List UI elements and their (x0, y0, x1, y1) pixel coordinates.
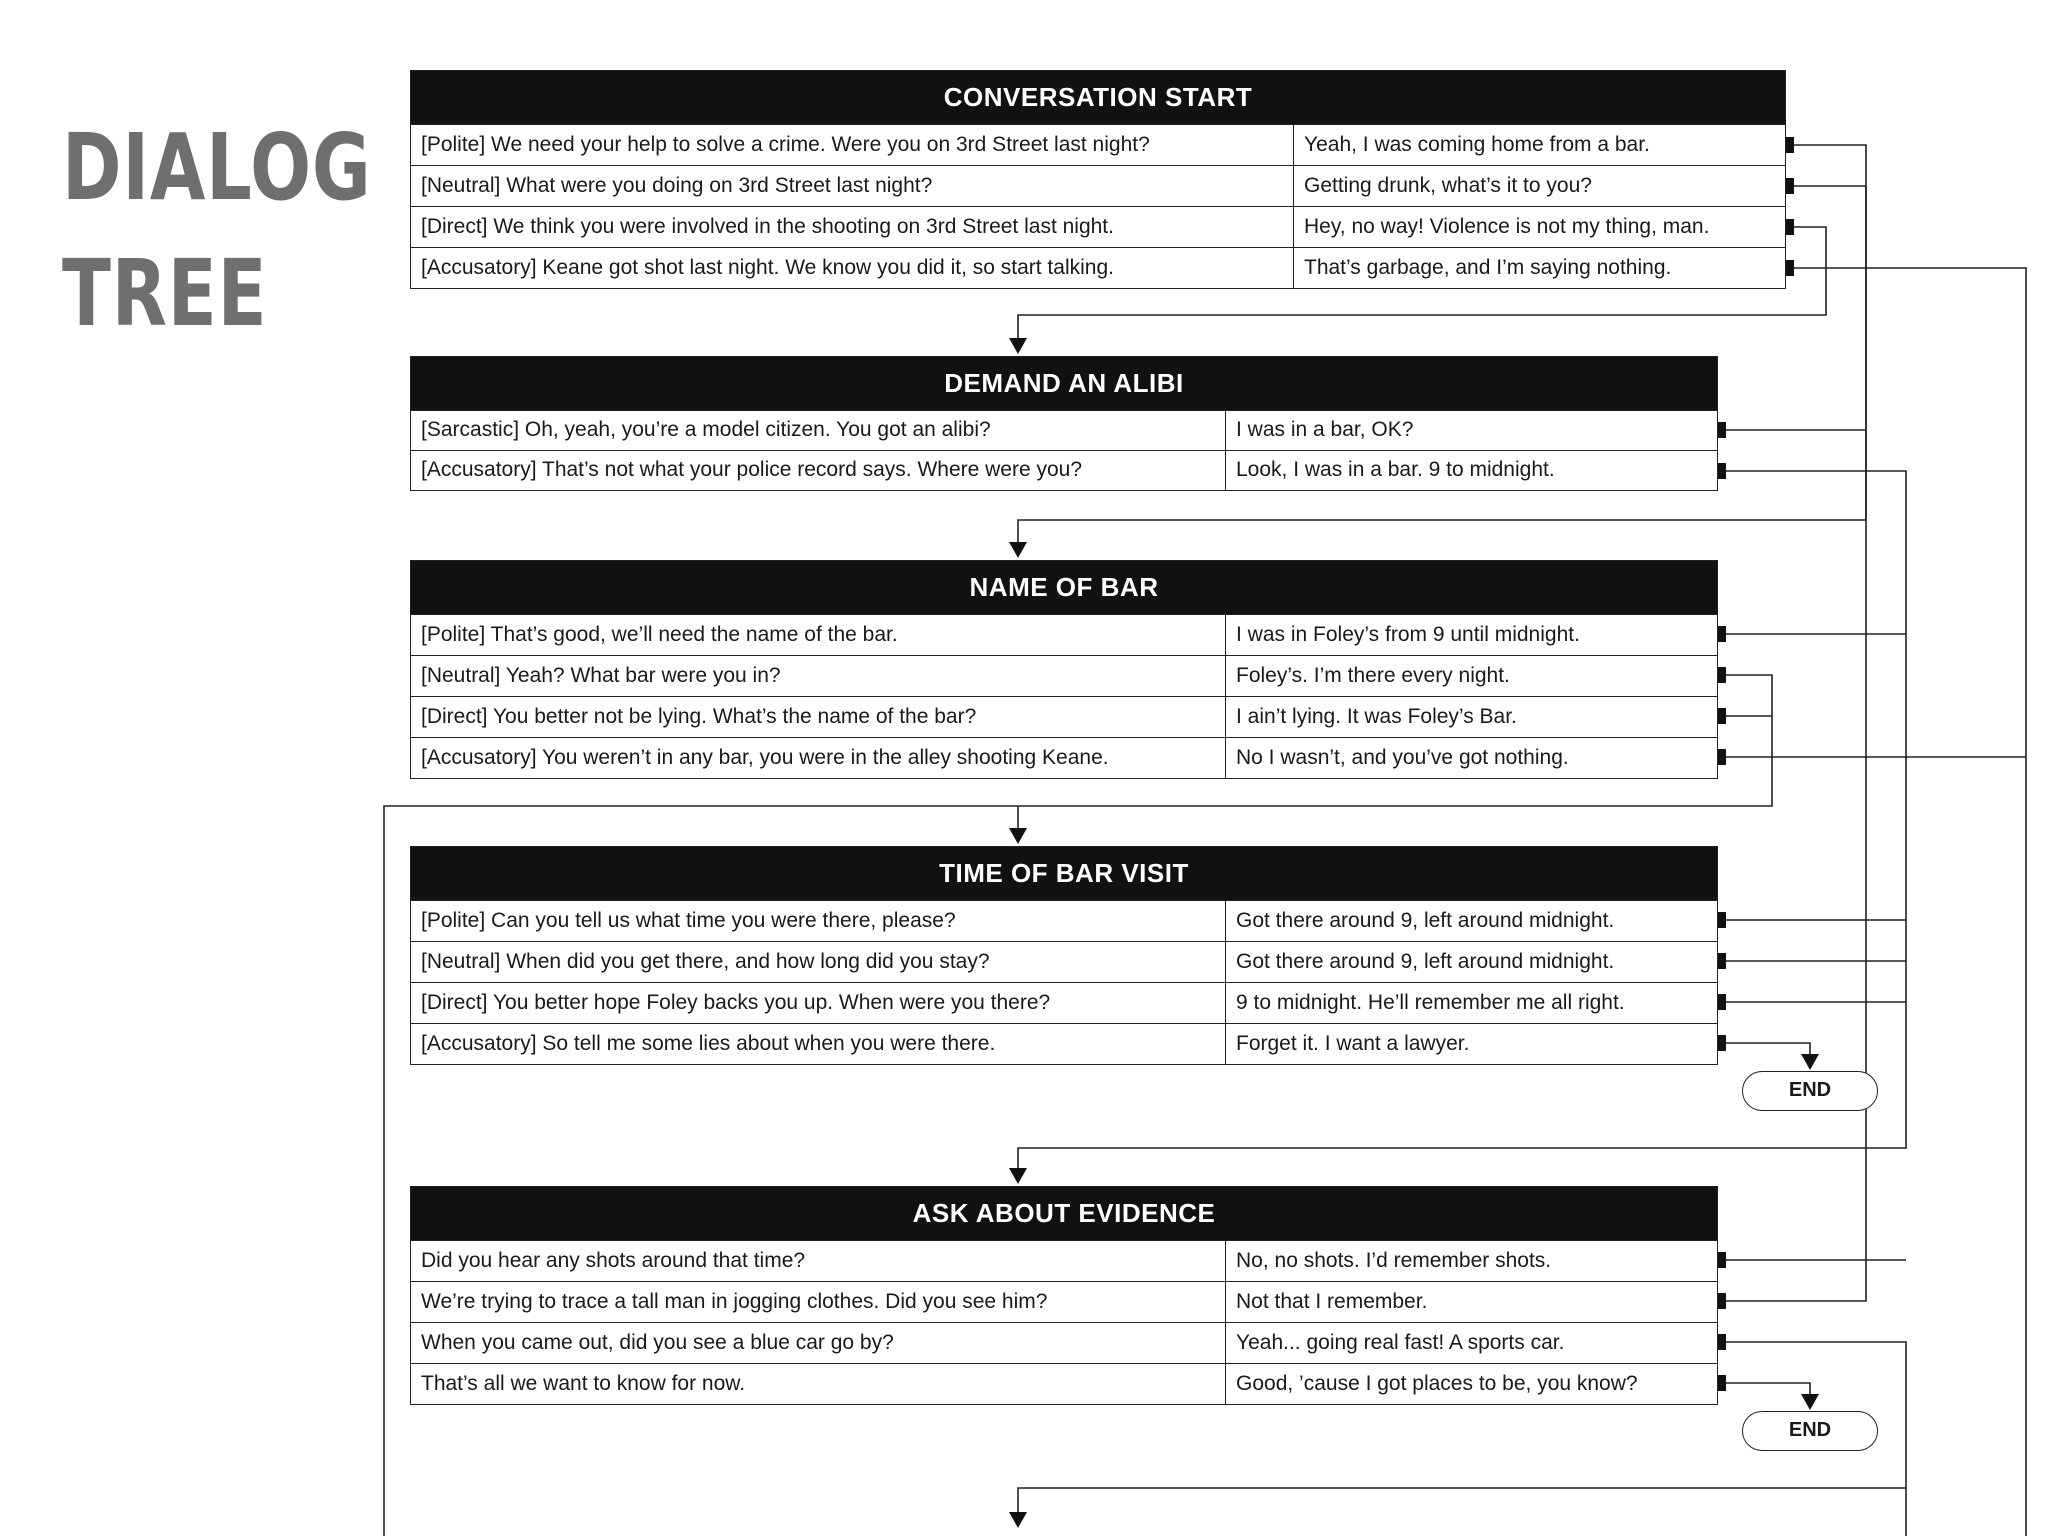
title-line-1: DIALOG (62, 114, 372, 221)
player-line: [Accusatory] You weren’t in any bar, you were in the alley shooting Keane. (411, 738, 1226, 778)
dialog-row (411, 900, 1717, 941)
npc-response: Yeah... going real fast! A sports car. (1236, 1331, 1565, 1354)
title-line-2: TREE (62, 240, 268, 347)
dialog-row (411, 737, 1717, 778)
npc-response: Getting drunk, what’s it to you? (1304, 174, 1592, 197)
dialog-row (411, 941, 1717, 982)
connector-line (1018, 1488, 1906, 1518)
connector-line (1718, 186, 1866, 1301)
npc-response: Look, I was in a bar. 9 to midnight. (1236, 458, 1555, 481)
player-line: [Direct] You better hope Foley backs you up. When were you there? (411, 983, 1226, 1023)
player-line: [Polite] That’s good, we’ll need the name of the bar. (411, 615, 1226, 655)
connector-line (384, 675, 1772, 1536)
npc-response: 9 to midnight. He’ll remember me all right. (1236, 991, 1625, 1014)
end-node (1742, 1071, 1878, 1111)
dialog-node (410, 1186, 1718, 1405)
arrow-head-icon (1009, 338, 1027, 354)
connector-line (1718, 1043, 1810, 1060)
node-header: CONVERSATION START (411, 71, 1785, 124)
node-header: TIME OF BAR VISIT (411, 847, 1717, 900)
player-line: [Accusatory] That’s not what your police record says. Where were you? (411, 451, 1226, 490)
connector-line (1718, 1383, 1810, 1400)
dialog-node (410, 356, 1718, 491)
dialog-row (411, 247, 1785, 288)
player-line: [Direct] We think you were involved in the shooting on 3rd Street last night. (411, 207, 1294, 247)
dialog-row (411, 206, 1785, 247)
player-line: When you came out, did you see a blue car go by? (411, 1323, 1226, 1363)
end-node-label: END (1788, 1419, 1832, 1441)
npc-response: Hey, no way! Violence is not my thing, man. (1304, 215, 1710, 238)
dialog-row (411, 1023, 1717, 1064)
npc-response: Foley’s. I’m there every night. (1236, 664, 1510, 687)
dialog-row (411, 1281, 1717, 1322)
dialog-row (411, 655, 1717, 696)
dialog-row (411, 1240, 1717, 1281)
dialog-row (411, 982, 1717, 1023)
player-line: [Polite] Can you tell us what time you were there, please? (411, 901, 1226, 941)
npc-response: Got there around 9, left around midnight. (1236, 950, 1615, 973)
npc-response: Yeah, I was coming home from a bar. (1304, 133, 1650, 156)
player-line: [Direct] You better not be lying. What’s the name of the bar? (411, 697, 1226, 737)
dialog-node (410, 846, 1718, 1065)
dialog-node (410, 70, 1786, 289)
npc-response: I was in Foley’s from 9 until midnight. (1236, 623, 1580, 646)
npc-response: Good, ’cause I got places to be, you know? (1236, 1372, 1638, 1395)
player-line: [Sarcastic] Oh, yeah, you’re a model citizen. You got an alibi? (411, 411, 1226, 450)
arrow-head-icon (1009, 1512, 1027, 1528)
player-line: [Polite] We need your help to solve a crime. Were you on 3rd Street last night? (411, 125, 1294, 165)
npc-response: I ain’t lying. It was Foley’s Bar. (1236, 705, 1517, 728)
end-node-label: END (1788, 1079, 1832, 1101)
dialog-row (411, 614, 1717, 655)
node-header: ASK ABOUT EVIDENCE (411, 1187, 1717, 1240)
npc-response: I was in a bar, OK? (1236, 418, 1414, 441)
arrow-head-icon (1009, 1168, 1027, 1184)
dialog-row (411, 165, 1785, 206)
arrow-head-icon (1801, 1054, 1819, 1070)
npc-response: Forget it. I want a lawyer. (1236, 1032, 1470, 1055)
dialog-node (410, 560, 1718, 779)
dialog-row (411, 1322, 1717, 1363)
player-line: [Accusatory] Keane got shot last night. We know you did it, so start talking. (411, 248, 1294, 288)
arrow-head-icon (1801, 1394, 1819, 1410)
npc-response: No I wasn’t, and you’ve got nothing. (1236, 746, 1569, 769)
player-line: We’re trying to trace a tall man in jogging clothes. Did you see him? (411, 1282, 1226, 1322)
player-line: [Neutral] When did you get there, and how long did you stay? (411, 942, 1226, 982)
dialog-row (411, 124, 1785, 165)
player-line: [Neutral] What were you doing on 3rd Street last night? (411, 166, 1294, 206)
player-line: [Accusatory] So tell me some lies about when you were there. (411, 1024, 1226, 1064)
arrow-head-icon (1009, 828, 1027, 844)
arrow-head-icon (1009, 542, 1027, 558)
npc-response: Got there around 9, left around midnight. (1236, 909, 1615, 932)
npc-response: That’s garbage, and I’m saying nothing. (1304, 256, 1672, 279)
npc-response: No, no shots. I’d remember shots. (1236, 1249, 1552, 1272)
end-node (1742, 1411, 1878, 1451)
dialog-row (411, 696, 1717, 737)
npc-response: Not that I remember. (1236, 1290, 1428, 1313)
node-header: NAME OF BAR (411, 561, 1717, 614)
node-header: DEMAND AN ALIBI (411, 357, 1717, 410)
dialog-row (411, 1363, 1717, 1404)
player-line: That’s all we want to know for now. (411, 1364, 1226, 1404)
dialog-row (411, 450, 1717, 490)
player-line: Did you hear any shots around that time? (411, 1241, 1226, 1281)
dialog-row (411, 410, 1717, 450)
player-line: [Neutral] Yeah? What bar were you in? (411, 656, 1226, 696)
